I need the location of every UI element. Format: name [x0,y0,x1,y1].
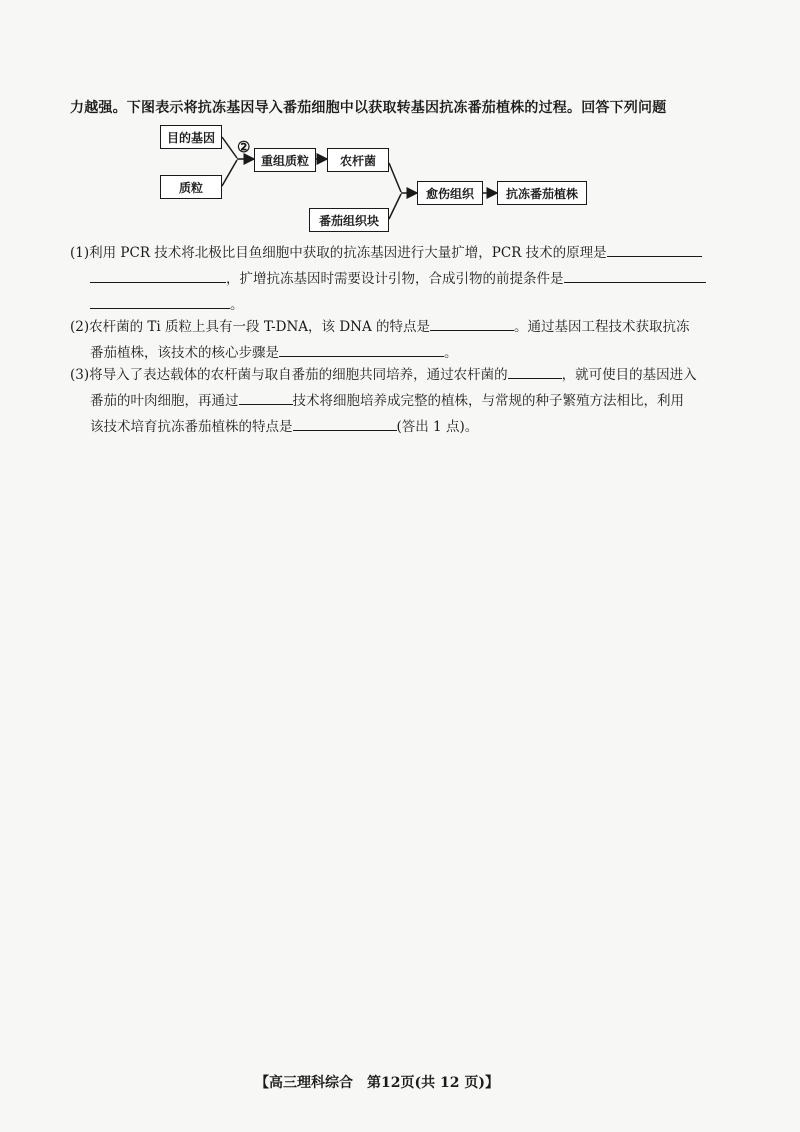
answer-blank-tdna-feature[interactable] [430,314,514,331]
answer-blank-pcr-principle[interactable] [607,240,702,257]
question-2 [70,314,730,366]
question-3 [70,362,730,440]
arrow-gene [222,137,237,158]
flow-diagram-arrows [0,0,800,260]
page-footer: 【高三理科综合 第12页(共 12 页)】 [255,1075,499,1091]
step-number-2: ② [237,138,251,156]
answer-blank-technique-feature[interactable] [293,414,397,431]
box-target-gene: 目的基因 [160,125,222,149]
q2-line1a: (2)农杆菌的 Ti 质粒上具有一段 T-DNA，该 DNA 的特点是 [70,319,430,335]
q3-line2a: 番茄的叶肉细胞，再通过 [90,393,239,409]
q1-line1: (1)利用 PCR 技术将北极比目鱼细胞中获取的抗冻基因进行大量扩增，PCR 技术的原理是 [70,245,607,261]
question-1 [70,240,730,318]
q3-line1a: (3)将导入了表达载体的农杆菌与取自番茄的细胞共同培养，通过农杆菌的 [70,367,508,383]
q2-line2a: 番茄植株，该技术的核心步骤是 [90,345,279,361]
answer-blank-pcr-principle-cont[interactable] [90,266,226,283]
box-agrobacterium: 农杆菌 [327,148,389,172]
intro-text: 力越强。下图表示将抗冻基因导入番茄细胞中以获取转基因抗冻番茄植株的过程。回答下列问题 [70,100,667,116]
q2-line2b: 。 [444,345,458,361]
answer-blank-primer-condition-cont[interactable] [90,292,230,309]
q1-line2: ，扩增抗冻基因时需要设计引物，合成引物的前提条件是 [226,271,564,287]
answer-blank-primer-condition[interactable] [564,266,706,283]
box-antifreeze-tomato: 抗冻番茄植株 [497,181,587,205]
q2-line1b: 。通过基因工程技术获取抗冻 [514,319,690,335]
q3-line3a: 该技术培育抗冻番茄植株的特点是 [90,419,293,435]
q1-line3: 。 [230,297,244,313]
q3-line2b: 技术将细胞培养成完整的植株，与常规的种子繁殖方法相比，利用 [292,393,684,409]
answer-blank-agro-role[interactable] [508,362,562,379]
box-callus: 愈伤组织 [417,181,483,205]
q3-line1b: ，就可使目的基因进入 [561,367,697,383]
answer-blank-core-step[interactable] [279,340,444,357]
box-recombinant-plasmid: 重组质粒 [254,148,316,172]
box-plasmid: 质粒 [160,175,222,199]
answer-blank-culture-technique[interactable] [239,388,293,405]
q3-line3b: (答出 1 点)。 [396,419,479,435]
box-tomato-tissue: 番茄组织块 [309,208,389,232]
